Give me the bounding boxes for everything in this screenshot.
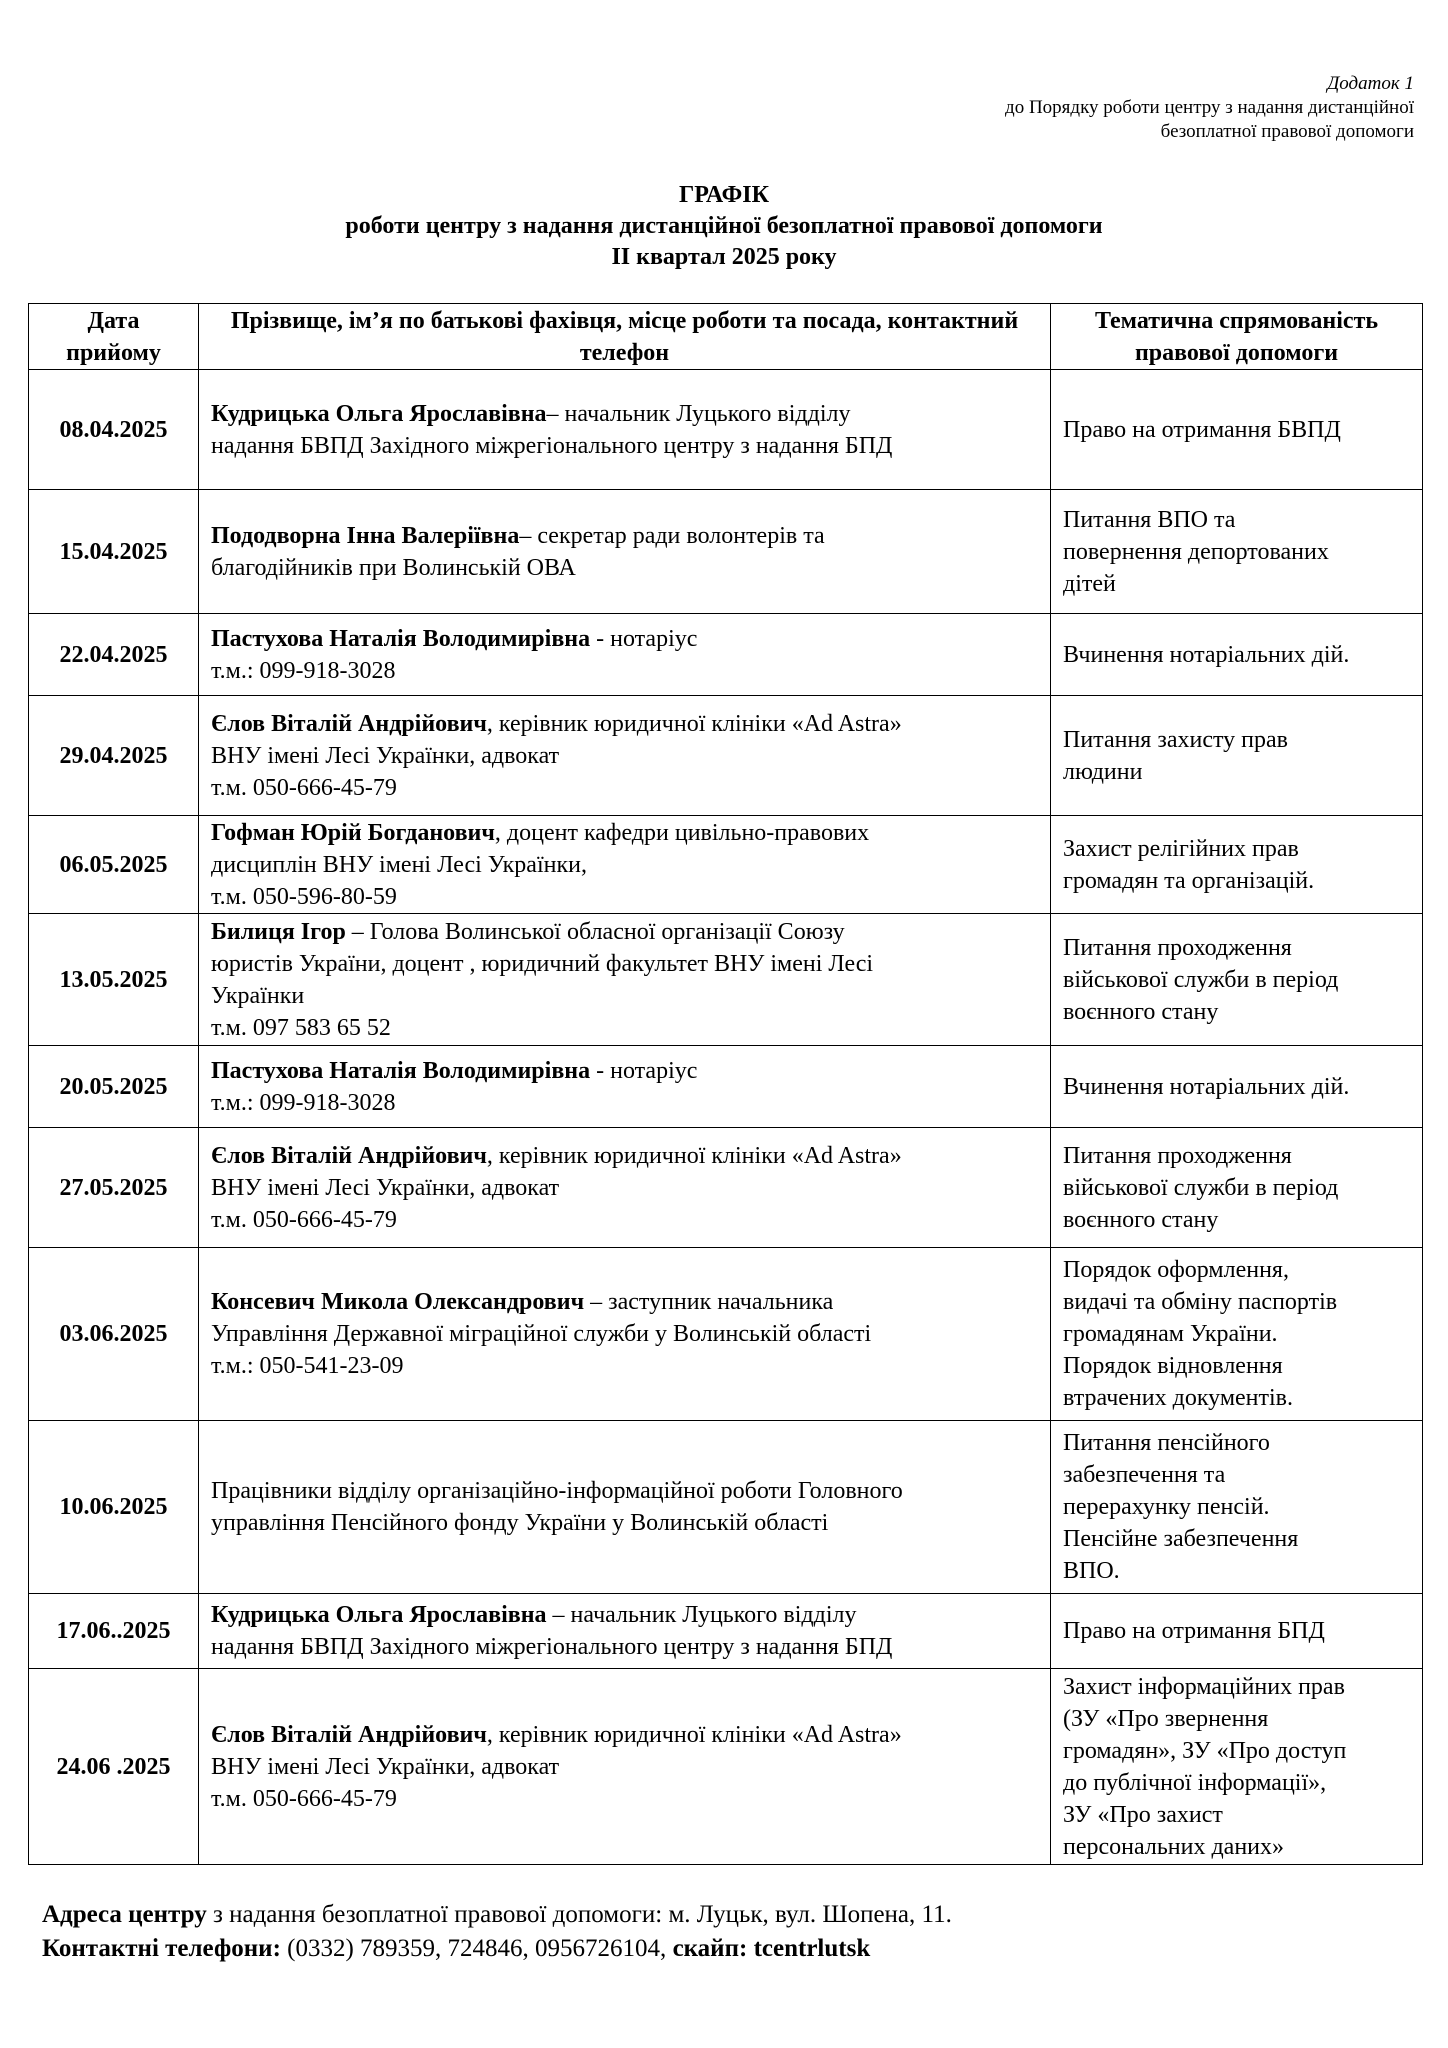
table-row bbox=[29, 614, 1423, 696]
row-date: 15.04.2025 bbox=[29, 490, 199, 614]
specialist-line bbox=[211, 1507, 1038, 1539]
specialist-line bbox=[211, 772, 1038, 804]
phones-label: Контактні телефони: bbox=[42, 1935, 281, 1962]
row-topic bbox=[1051, 696, 1423, 816]
heading-title: ГРАФІК bbox=[678, 182, 770, 208]
specialist-line bbox=[211, 1204, 1038, 1236]
document-heading bbox=[0, 180, 1448, 273]
topic-line: Захист релігійних прав bbox=[1063, 835, 1299, 862]
row-specialist bbox=[199, 1128, 1051, 1248]
topic-line: Вчинення нотаріальних дій. bbox=[1063, 1073, 1350, 1100]
header-specialist: Прізвище, ім’я по батькові фахівця, місце роботи та посада, контактний телефон bbox=[199, 304, 1051, 370]
topic-line: громадян та організацій. bbox=[1063, 867, 1315, 894]
specialist-line bbox=[211, 980, 1038, 1012]
specialist-detail: юристів України, доцент , юридичний факультет ВНУ імені Лесі bbox=[211, 950, 874, 977]
specialist-line bbox=[211, 552, 1038, 584]
specialist-detail: - нотаріус bbox=[590, 1057, 698, 1084]
specialist-detail: ВНУ імені Лесі Українки, адвокат bbox=[211, 742, 560, 769]
topic-line: (ЗУ «Про звернення bbox=[1063, 1705, 1269, 1732]
specialist-detail: т.м. 097 583 65 52 bbox=[211, 1014, 391, 1041]
specialist-line bbox=[211, 1318, 1038, 1350]
row-date: 24.06 .2025 bbox=[29, 1669, 199, 1865]
specialist-line bbox=[211, 1140, 1038, 1172]
specialist-line bbox=[211, 849, 1038, 881]
topic-line: Питання пенсійного bbox=[1063, 1430, 1270, 1456]
row-topic bbox=[1051, 614, 1423, 696]
row-date: 29.04.2025 bbox=[29, 696, 199, 816]
annex-line-2: безоплатної правової допомоги bbox=[1160, 121, 1414, 142]
specialist-detail: – начальник Луцького відділу bbox=[546, 1602, 857, 1628]
specialist-detail: – начальник Луцького відділу bbox=[546, 400, 851, 427]
topic-line: Вчинення нотаріальних дій. bbox=[1063, 641, 1350, 668]
table-row bbox=[29, 696, 1423, 816]
specialist-line bbox=[211, 520, 1038, 552]
topic-line: людини bbox=[1063, 758, 1143, 785]
row-topic bbox=[1051, 370, 1423, 490]
specialist-name: Гофман Юрій Богданович bbox=[211, 819, 495, 846]
specialist-detail: Управління Державної міграційної служби у Волинській області bbox=[211, 1321, 872, 1347]
specialist-detail: т.м.: 099-918-3028 bbox=[211, 1089, 396, 1116]
table-row bbox=[29, 1248, 1423, 1421]
specialist-detail: т.м.: 050-541-23-09 bbox=[211, 1353, 404, 1379]
row-specialist bbox=[199, 696, 1051, 816]
topic-line: воєнного стану bbox=[1063, 1206, 1219, 1233]
row-topic bbox=[1051, 1046, 1423, 1128]
specialist-detail: т.м. 050-666-45-79 bbox=[211, 774, 397, 801]
specialist-detail: т.м.: 099-918-3028 bbox=[211, 657, 396, 684]
topic-line: Питання проходження bbox=[1063, 1142, 1292, 1169]
row-topic bbox=[1051, 816, 1423, 914]
table-row bbox=[29, 490, 1423, 614]
specialist-name: Кудрицька Ольга Ярославівна bbox=[211, 400, 547, 427]
row-date: 22.04.2025 bbox=[29, 614, 199, 696]
table-row bbox=[29, 370, 1423, 490]
address-label: Адреса центру bbox=[42, 1901, 207, 1928]
specialist-detail: надання БВПД Західного міжрегіонального центру з надання БПД bbox=[211, 1634, 893, 1660]
specialist-detail: управління Пенсійного фонду України у Волинській області bbox=[211, 1510, 829, 1536]
topic-line: видачі та обміну паспортів bbox=[1063, 1289, 1338, 1315]
specialist-name: Єлов Віталій Андрійович bbox=[211, 710, 487, 737]
row-specialist bbox=[199, 1046, 1051, 1128]
row-specialist bbox=[199, 816, 1051, 914]
table-row bbox=[29, 914, 1423, 1046]
row-topic bbox=[1051, 914, 1423, 1046]
topic-line: воєнного стану bbox=[1063, 998, 1219, 1025]
specialist-line bbox=[211, 1475, 1038, 1507]
specialist-name: Билиця Ігор bbox=[211, 918, 346, 945]
row-specialist bbox=[199, 370, 1051, 490]
topic-line: Питання захисту прав bbox=[1063, 726, 1288, 753]
specialist-detail: , керівник юридичної клініки «Ad Astra» bbox=[486, 1721, 902, 1748]
topic-line: громадянам України. bbox=[1063, 1321, 1278, 1347]
footer-address bbox=[42, 1898, 952, 1932]
row-date: 10.06.2025 bbox=[29, 1421, 199, 1594]
specialist-name: Єлов Віталій Андрійович bbox=[211, 1721, 487, 1748]
specialist-detail: , керівник юридичної клініки «Ad Astra» bbox=[486, 1142, 902, 1169]
topic-line: ЗУ «Про захист bbox=[1063, 1801, 1223, 1828]
topic-line: втрачених документів. bbox=[1063, 1385, 1294, 1411]
specialist-detail: Українки bbox=[211, 982, 305, 1009]
table-row bbox=[29, 1046, 1423, 1128]
topic-line: ВПО. bbox=[1063, 1558, 1120, 1584]
specialist-detail: т.м. 050-666-45-79 bbox=[211, 1785, 397, 1812]
topic-line: Питання ВПО та bbox=[1063, 506, 1236, 533]
specialist-line bbox=[211, 623, 1038, 655]
specialist-detail: т.м. 050-596-80-59 bbox=[211, 883, 397, 910]
specialist-line bbox=[211, 398, 1038, 430]
topic-line: Право на отримання БПД bbox=[1063, 1618, 1325, 1644]
header-date: Дата прийому bbox=[29, 304, 199, 370]
table-row bbox=[29, 816, 1423, 914]
specialist-line bbox=[211, 1783, 1038, 1815]
heading-period: ІІ квартал 2025 року bbox=[611, 244, 837, 270]
specialist-line bbox=[211, 1286, 1038, 1318]
row-date: 03.06.2025 bbox=[29, 1248, 199, 1421]
specialist-detail: - нотаріус bbox=[590, 625, 698, 652]
footer-phones bbox=[42, 1932, 952, 1966]
specialist-line bbox=[211, 1055, 1038, 1087]
topic-line: громадян», ЗУ «Про доступ bbox=[1063, 1737, 1347, 1764]
specialist-line bbox=[211, 1172, 1038, 1204]
annex-title: Додаток 1 bbox=[1327, 73, 1414, 94]
specialist-line bbox=[211, 817, 1038, 849]
specialist-detail: ВНУ імені Лесі Українки, адвокат bbox=[211, 1753, 560, 1780]
row-specialist bbox=[199, 1669, 1051, 1865]
specialist-line bbox=[211, 1719, 1038, 1751]
topic-line: до публічної інформації», bbox=[1063, 1769, 1327, 1796]
specialist-line bbox=[211, 1599, 1038, 1631]
row-date: 20.05.2025 bbox=[29, 1046, 199, 1128]
specialist-line bbox=[211, 948, 1038, 980]
phones-text: (0332) 789359, 724846, 0956726104, bbox=[280, 1935, 673, 1962]
table-row bbox=[29, 1669, 1423, 1865]
topic-line: персональних даних» bbox=[1063, 1833, 1285, 1860]
specialist-name: Пастухова Наталія Володимирівна bbox=[211, 1057, 591, 1084]
specialist-line bbox=[211, 1751, 1038, 1783]
footer-contacts bbox=[42, 1898, 952, 1966]
specialist-detail: надання БВПД Західного міжрегіонального центру з надання БПД bbox=[211, 432, 893, 459]
table-row bbox=[29, 1594, 1423, 1669]
specialist-line bbox=[211, 655, 1038, 687]
row-topic bbox=[1051, 1669, 1423, 1865]
topic-line: військової служби в період bbox=[1063, 1174, 1339, 1201]
specialist-line bbox=[211, 1012, 1038, 1044]
specialist-line bbox=[211, 708, 1038, 740]
specialist-detail: – заступник начальника bbox=[584, 1289, 834, 1315]
specialist-detail: ВНУ імені Лесі Українки, адвокат bbox=[211, 1174, 560, 1201]
annex-note bbox=[1005, 72, 1414, 144]
table-header-row bbox=[29, 304, 1423, 370]
header-topic: Тематична спрямованість правової допомоги bbox=[1051, 304, 1423, 370]
specialist-name: Консевич Микола Олександрович bbox=[211, 1289, 585, 1315]
topic-line: дітей bbox=[1063, 570, 1116, 597]
specialist-line bbox=[211, 881, 1038, 913]
specialist-line bbox=[211, 430, 1038, 462]
row-specialist bbox=[199, 614, 1051, 696]
annex-line-1: до Порядку роботи центру з надання дистанційної bbox=[1005, 97, 1414, 118]
row-date: 17.06..2025 bbox=[29, 1594, 199, 1669]
specialist-line bbox=[211, 1350, 1038, 1382]
specialist-detail: – Голова Волинської обласної організації Союзу bbox=[345, 918, 845, 945]
specialist-name: Кудрицька Ольга Ярославівна bbox=[211, 1602, 547, 1628]
row-topic bbox=[1051, 490, 1423, 614]
topic-line: Питання проходження bbox=[1063, 934, 1292, 961]
topic-line: військової служби в період bbox=[1063, 966, 1339, 993]
row-specialist bbox=[199, 490, 1051, 614]
row-topic bbox=[1051, 1248, 1423, 1421]
topic-line: Порядок оформлення, bbox=[1063, 1257, 1289, 1283]
specialist-detail: т.м. 050-666-45-79 bbox=[211, 1206, 397, 1233]
row-specialist bbox=[199, 1421, 1051, 1594]
row-specialist bbox=[199, 1248, 1051, 1421]
row-date: 08.04.2025 bbox=[29, 370, 199, 490]
address-text: з надання безоплатної правової допомоги: м. Луцьк, вул. Шопена, 11. bbox=[206, 1901, 952, 1928]
row-specialist bbox=[199, 914, 1051, 1046]
specialist-detail: благодійників при Волинській ОВА bbox=[211, 554, 576, 581]
row-date: 13.05.2025 bbox=[29, 914, 199, 1046]
row-topic bbox=[1051, 1421, 1423, 1594]
specialist-detail: , доцент кафедри цивільно-правових bbox=[494, 819, 870, 846]
topic-line: Пенсійне забезпечення bbox=[1063, 1526, 1299, 1552]
row-specialist bbox=[199, 1594, 1051, 1669]
row-date: 06.05.2025 bbox=[29, 816, 199, 914]
specialist-detail: дисциплін ВНУ імені Лесі Українки, bbox=[211, 851, 587, 878]
specialist-name: Єлов Віталій Андрійович bbox=[211, 1142, 487, 1169]
topic-line: перерахунку пенсій. bbox=[1063, 1494, 1270, 1520]
heading-subtitle: роботи центру з надання дистанційної безоплатної правової допомоги bbox=[345, 213, 1103, 239]
topic-line: Захист інформаційних прав bbox=[1063, 1673, 1345, 1700]
specialist-name: Пододворна Інна Валеріївна bbox=[211, 522, 520, 549]
specialist-line bbox=[211, 740, 1038, 772]
row-topic bbox=[1051, 1128, 1423, 1248]
skype-label: скайп: tcentrlutsk bbox=[672, 1935, 871, 1962]
specialist-detail: Працівники відділу організаційно-інформаційної роботи Головного bbox=[211, 1478, 903, 1504]
row-date: 27.05.2025 bbox=[29, 1128, 199, 1248]
specialist-detail: – секретар ради волонтерів та bbox=[519, 522, 825, 549]
topic-line: Порядок відновлення bbox=[1063, 1353, 1283, 1379]
specialist-line bbox=[211, 1087, 1038, 1119]
specialist-name: Пастухова Наталія Володимирівна bbox=[211, 625, 591, 652]
row-topic bbox=[1051, 1594, 1423, 1669]
table-row bbox=[29, 1128, 1423, 1248]
topic-line: забезпечення та bbox=[1063, 1462, 1226, 1488]
schedule-table bbox=[28, 303, 1423, 1865]
topic-line: повернення депортованих bbox=[1063, 538, 1329, 565]
specialist-detail: , керівник юридичної клініки «Ad Astra» bbox=[486, 710, 902, 737]
topic-line: Право на отримання БВПД bbox=[1063, 416, 1341, 443]
table-body bbox=[29, 370, 1423, 1865]
specialist-line bbox=[211, 1631, 1038, 1663]
specialist-line bbox=[211, 916, 1038, 948]
table-row bbox=[29, 1421, 1423, 1594]
